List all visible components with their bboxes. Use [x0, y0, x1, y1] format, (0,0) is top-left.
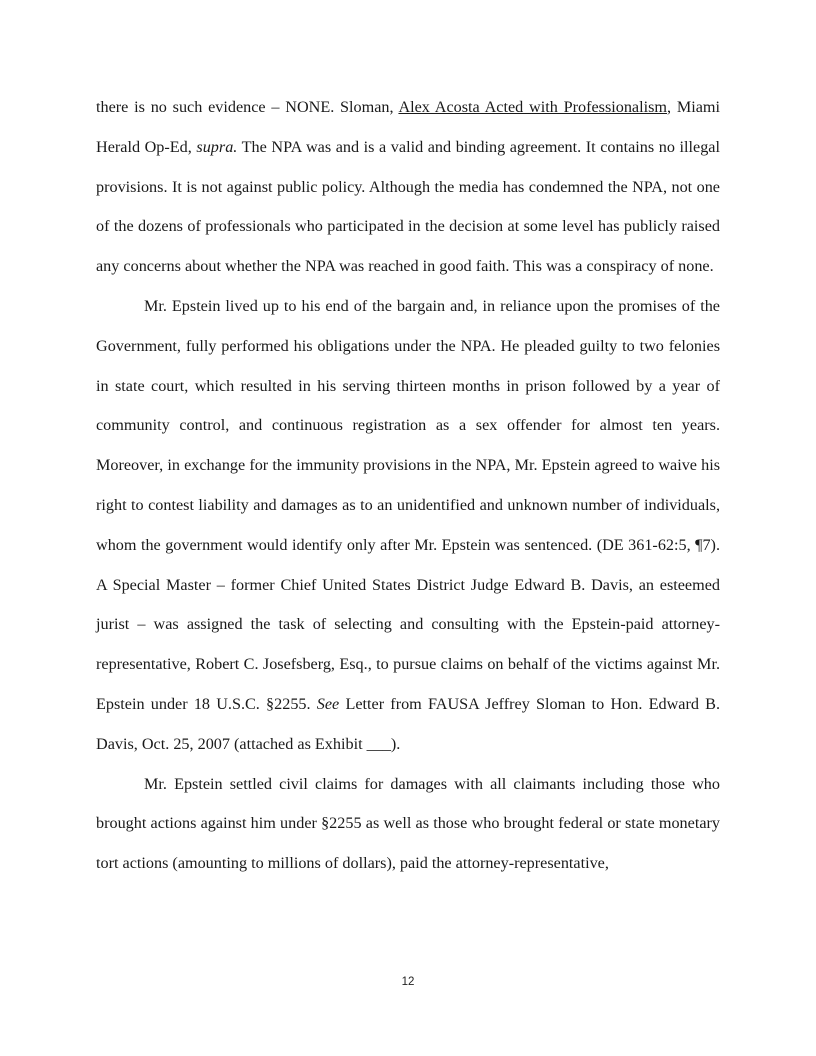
body-text: [96, 88, 720, 884]
paragraph-2-text-b: Letter from FAUSA Jeffrey Sloman to Hon. Edward B. Davis, Oct. 25, 2007 (attached as Exhibit ___).: [96, 694, 720, 753]
paragraph-1-text-c: The NPA was and is a valid and binding agreement. It contains no illegal provisions. It is not against public policy. Although the media has condemned the NPA, not one of the dozens of professionals who participated in the decision at some level has publicly raised any concerns about whether the NPA was reached in good faith. This was a conspiracy of none.: [96, 137, 720, 276]
paragraph-3-text: Mr. Epstein settled civil claims for damages with all claimants including those who brought actions against him under §2255 as well as those who brought federal or state monetary tort actions (amounting to millions of dollars), paid the attorney-representative,: [96, 774, 720, 873]
paragraph-1: [96, 88, 720, 287]
supra-citation: supra.: [196, 137, 238, 156]
paragraph-1-text-b: , Miami Herald Op-Ed,: [96, 98, 720, 156]
paragraph-1-text-a: there is no such evidence – NONE. Sloman,: [96, 98, 399, 116]
see-signal: See: [316, 694, 340, 713]
article-title-underlined: Alex Acosta Acted with Professionalism: [398, 98, 668, 116]
paragraph-3: [96, 765, 720, 884]
page-number: 12: [401, 976, 415, 988]
paragraph-2: [96, 287, 720, 765]
paragraph-2-text-a: Mr. Epstein lived up to his end of the bargain and, in reliance upon the promises of the Government, fully performed his obligations under the NPA. He pleaded guilty to two felonies in state court, which resulted in his serving thirteen months in prison followed by a year of community control, and continuous registration as a sex offender for almost ten years. Moreover, in exchange for the immunity provisions in the NPA, Mr. Epstein agreed to waive his right to contest liability and damages as to an unidentified and unknown number of individuals, whom the government would identify only after Mr. Epstein was sentenced. (DE 361-62:5, ¶7). A Special Master – former Chief United States District Judge Edward B. Davis, an esteemed jurist – was assigned the task of selecting and consulting with the Epstein-paid attorney-representative, Robert C. Josefsberg, Esq., to pursue claims on behalf of the victims against Mr. Epstein under 18 U.S.C. §2255.: [96, 296, 720, 713]
